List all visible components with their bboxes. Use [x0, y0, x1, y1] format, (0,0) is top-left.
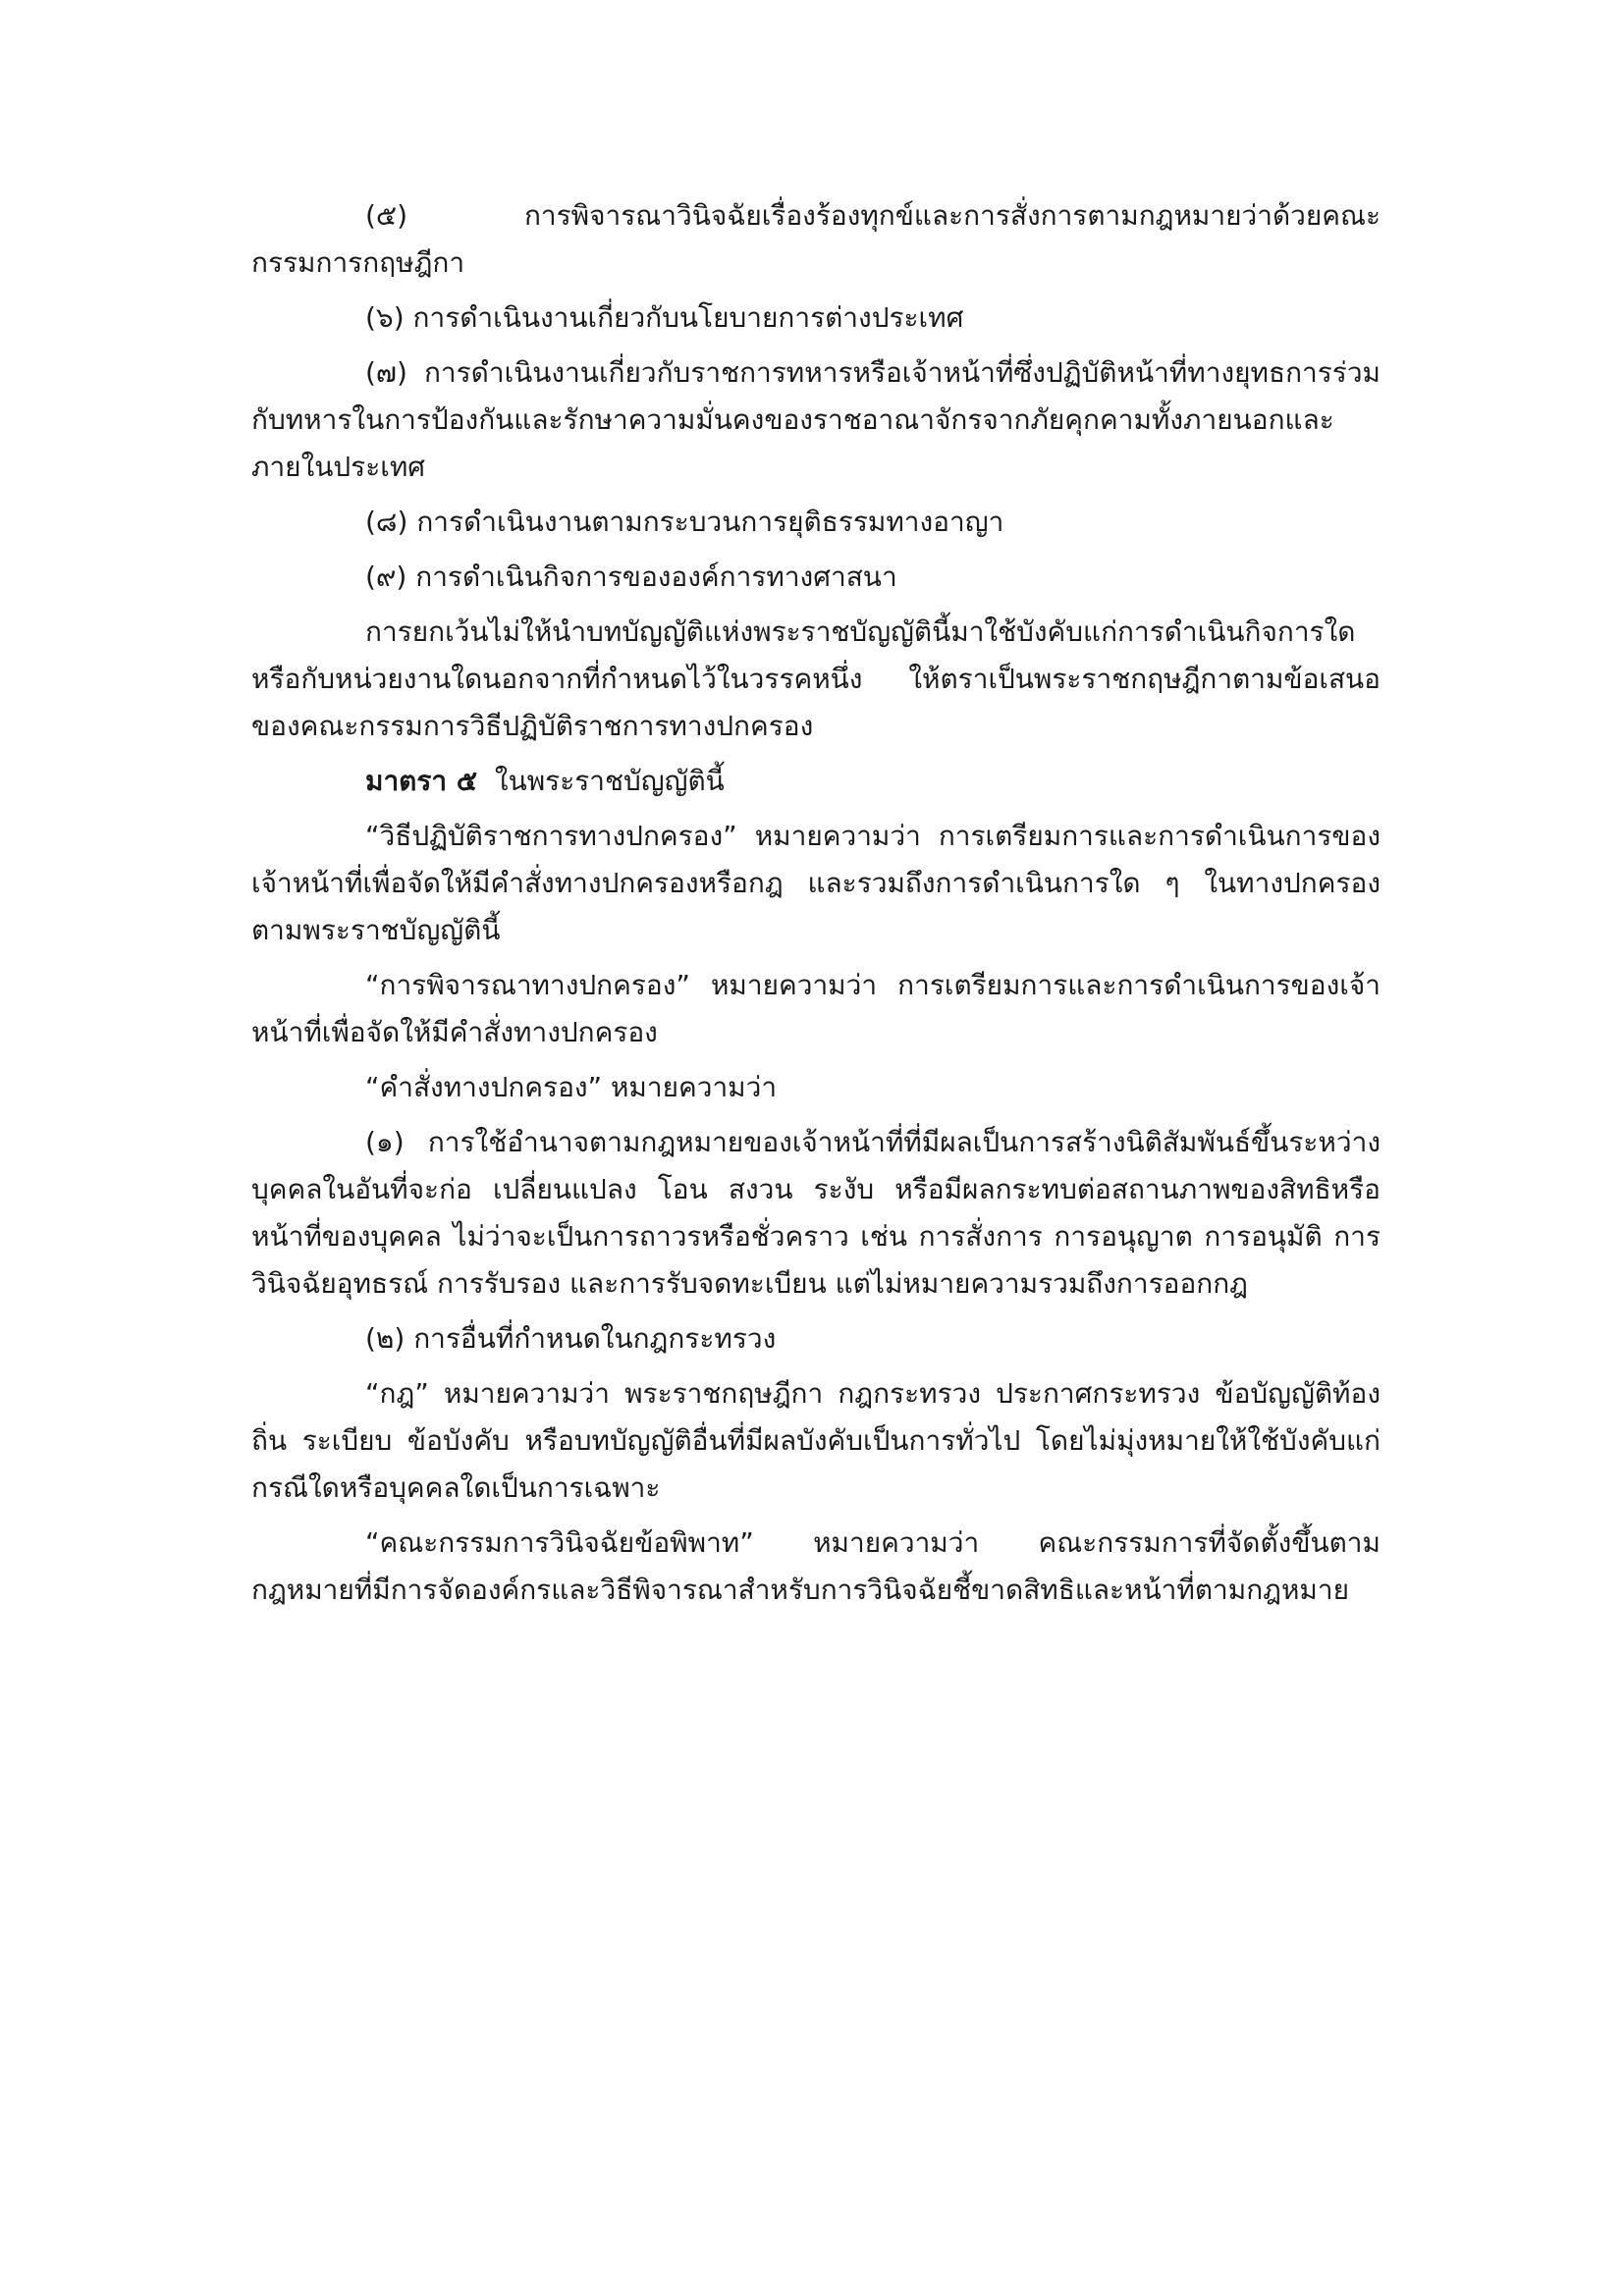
- paragraph-item-8: (๘) การดำเนินงานตามกระบวนการยุติธรรมทางอาญา: [365, 506, 1004, 538]
- paragraph-item-6: (๖) การดำเนินงานเกี่ยวกับนโยบายการต่างประเทศ: [365, 301, 964, 334]
- paragraph-item-5: (๕) การพิจารณาวินิจฉัยเรื่องร้องทุกข์และการสั่งการตามกฎหมายว่าด้วยคณะกรรมการกฤษฎีกา: [251, 199, 1380, 279]
- paragraph-item-7: (๗) การดำเนินงานเกี่ยวกับราชการทหารหรือเจ้าหน้าที่ซึ่งปฏิบัติหน้าที่ทางยุทธการร่วมกับทหารในการป้องกันและรักษาความมั่นคงของราชอาณาจักรจากภัยคุกคามทั้งภายนอกและภายในประเทศ: [251, 356, 1380, 483]
- definition-admin-order-item-2: (๒) การอื่นที่กำหนดในกฎกระทรวง: [365, 1322, 777, 1355]
- paragraph-exemption: การยกเว้นไม่ให้นำบทบัญญัติแห่งพระราชบัญญัตินี้มาใช้บังคับแก่การดำเนินกิจการใดหรือกับหน่วยงานใดนอกจากที่กำหนดไว้ในวรรคหนึ่ง ให้ตราเป็นพระราชกฤษฎีกาตามข้อเสนอของคณะกรรมการวิธีปฏิบัติราชการทางปกครอง: [251, 615, 1380, 742]
- section-label: มาตรา ๕: [365, 765, 478, 797]
- definition-dispute-committee: “คณะกรรมการวินิจฉัยข้อพิพาท” หมายความว่า คณะกรรมการที่จัดตั้งขึ้นตามกฎหมายที่มีการจัดองค์กรและวิธีพิจารณาสำหรับการวินิจฉัยชี้ขาดสิทธิและหน้าที่ตามกฎหมาย: [251, 1526, 1380, 1606]
- document-body: [251, 192, 1380, 1622]
- definition-admin-order-item-1: (๑) การใช้อำนาจตามกฎหมายของเจ้าหน้าที่ที่มีผลเป็นการสร้างนิติสัมพันธ์ขึ้นระหว่างบุคคลในอันที่จะก่อ เปลี่ยนแปลง โอน สงวน ระงับ หรือมีผลกระทบต่อสถานภาพของสิทธิหรือหน้าที่ของบุคคล ไม่ว่าจะเป็นการถาวรหรือชั่วคราว เช่น การสั่งการ การอนุญาต การอนุมัติ การวินิจฉัยอุทธรณ์ การรับรอง และการรับจดทะเบียน แต่ไม่หมายความรวมถึงการออกกฎ: [251, 1126, 1380, 1300]
- definition-rule: “กฎ” หมายความว่า พระราชกฤษฎีกา กฎกระทรวง ประกาศกระทรวง ข้อบัญญัติท้องถิ่น ระเบียบ ข้อบังคับ หรือบทบัญญัติอื่นที่มีผลบังคับเป็นการทั่วไป โดยไม่มุ่งหมายให้ใช้บังคับแก่กรณีใดหรือบุคคลใดเป็นการเฉพาะ: [251, 1377, 1380, 1504]
- definition-admin-order: “คำสั่งทางปกครอง” หมายความว่า: [365, 1071, 778, 1103]
- section-heading: [251, 758, 1380, 805]
- definition-admin-procedure: “วิธีปฏิบัติราชการทางปกครอง” หมายความว่า การเตรียมการและการดำเนินการของเจ้าหน้าที่เพื่อจัดให้มีคำสั่งทางปกครองหรือกฎ และรวมถึงการดำเนินการใด ๆ ในทางปกครองตามพระราชบัญญัตินี้: [251, 820, 1380, 946]
- section-intro: ในพระราชบัญญัตินี้: [494, 765, 725, 797]
- paragraph-item-9: (๙) การดำเนินกิจการขององค์การทางศาสนา: [365, 561, 897, 593]
- definition-admin-consideration: “การพิจารณาทางปกครอง” หมายความว่า การเตรียมการและการดำเนินการของเจ้าหน้าที่เพื่อจัดให้มีคำสั่งทางปกครอง: [251, 969, 1380, 1048]
